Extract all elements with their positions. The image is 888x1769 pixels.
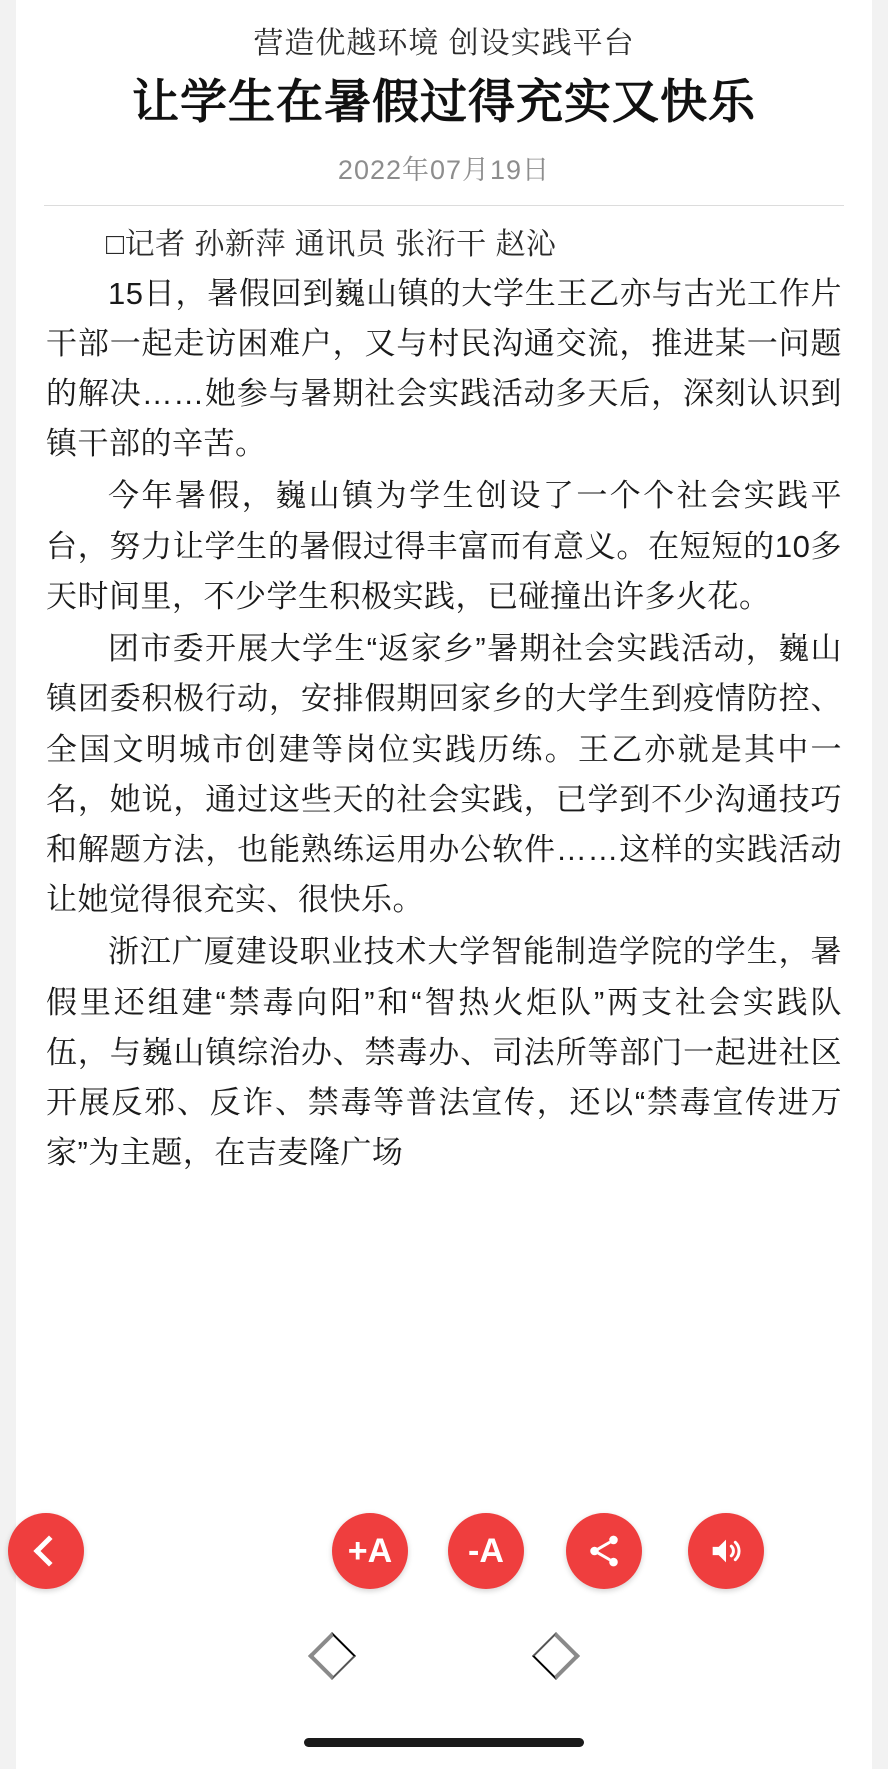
share-button[interactable]	[566, 1513, 642, 1589]
article-paragraph: 今年暑假，巍山镇为学生创设了一个个社会实践平台，努力让学生的暑假过得丰富而有意义。在短短的10多天时间里，不少学生积极实践，已碰撞出许多火花。	[46, 478, 842, 614]
article-paragraph: 15日，暑假回到巍山镇的大学生王乙亦与古光工作片干部一起走访困难户，又与村民沟通交流，推进某一问题的解决……她参与暑期社会实践活动多天后，深刻认识到镇干部的辛苦。	[46, 275, 842, 462]
article-paragraph: 团市委开展大学生“返家乡”暑期社会实践活动，巍山镇团委积极行动，安排假期回家乡的大学生到疫情防控、全国文明城市创建等岗位实践历练。王乙亦就是其中一名，她说，通过这些天的社会实践，已学到不少沟通技巧和解题方法，也能熟练运用办公软件……这样的实践活动让她觉得很充实、很快乐。	[46, 631, 842, 918]
audio-play-button[interactable]	[688, 1513, 764, 1589]
article-header	[16, 0, 872, 187]
font-decrease-button[interactable]	[448, 1513, 524, 1589]
chevron-left-icon	[33, 1535, 64, 1566]
previous-page-button[interactable]	[308, 1632, 356, 1680]
article-paragraph: 浙江广厦建设职业技术大学智能制造学院的学生，暑假里还组建“禁毒向阳”和“智热火炬队”两支社会实践队伍，与巍山镇综治办、禁毒办、司法所等部门一起进社区开展反邪、反诈、禁毒等普法宣传，还以“禁毒宣传进万家”为主题，在吉麦隆广场	[46, 934, 842, 1171]
article-sheet	[16, 0, 872, 1769]
page-title: 让学生在暑假过得充实又快乐	[132, 74, 756, 128]
pager	[0, 1621, 888, 1691]
page-gutter-left	[0, 0, 16, 1769]
font-decrease-label: -A	[468, 1532, 504, 1570]
article-kicker: 营造优越环境 创设实践平台	[253, 27, 635, 60]
home-indicator	[304, 1738, 584, 1747]
article-body	[16, 206, 872, 1179]
page-gutter-right	[872, 0, 888, 1769]
font-increase-button[interactable]	[332, 1513, 408, 1589]
next-page-button[interactable]	[532, 1632, 580, 1680]
back-button[interactable]	[8, 1513, 84, 1589]
share-icon	[585, 1532, 623, 1570]
publish-date: 2022年07月19日	[337, 154, 551, 185]
speaker-icon	[706, 1531, 746, 1571]
font-increase-label: +A	[347, 1532, 393, 1570]
article-byline: □记者 孙新萍 通讯员 张洐干 赵沁	[106, 227, 557, 261]
